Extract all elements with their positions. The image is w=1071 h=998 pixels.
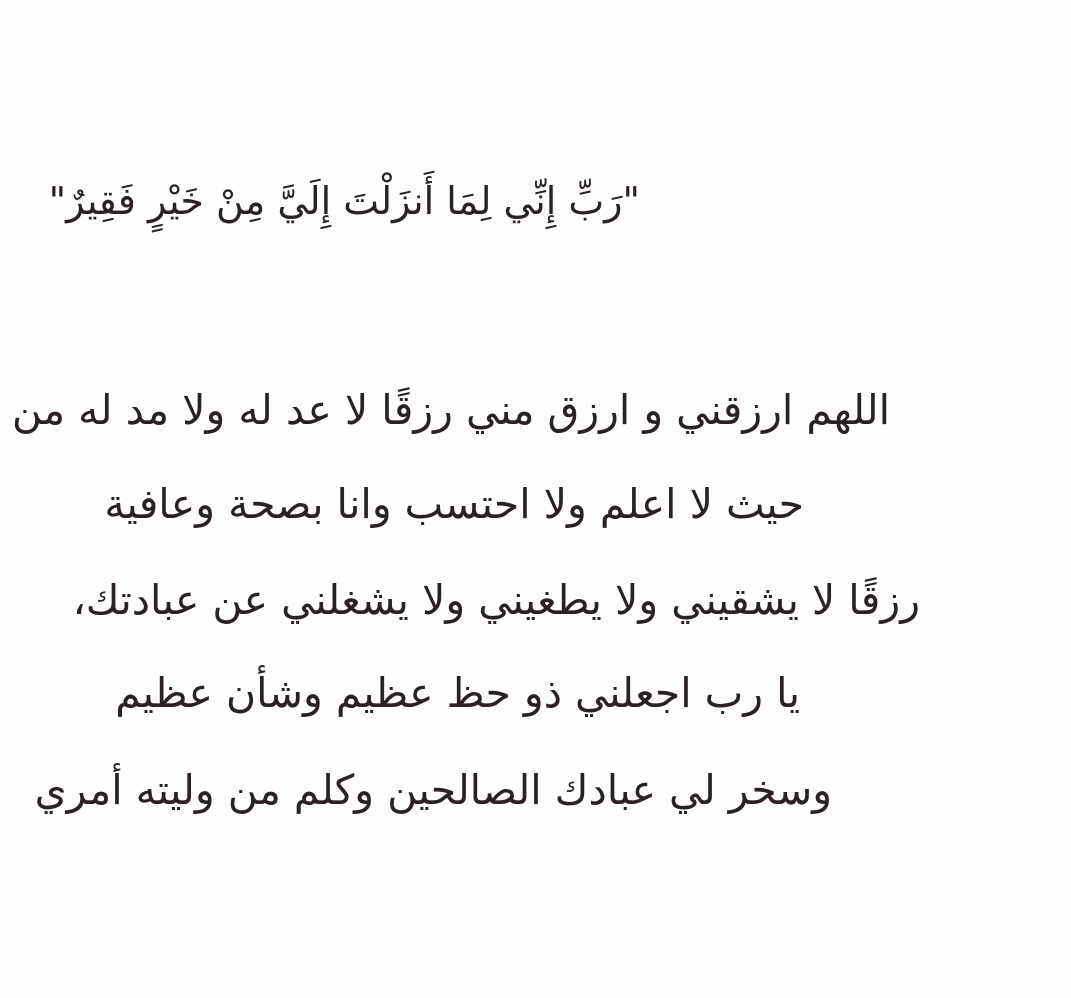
supplication-line-3: رزقًا لا يشقيني ولا يطغيني ولا يشغلني عن عبادتك، [72,576,920,624]
quran-verse: "رَبِّ إِنِّي لِمَا أَنزَلْتَ إِلَيَّ مِنْ خَيْرٍ فَقِيرٌ" [48,179,640,223]
supplication-line-4: يا رب اجعلني ذو حظ عظيم وشأن عظيم [115,669,800,717]
supplication-line-1: اللهم ارزقني و ارزق مني رزقًا لا عد له ولا مد له من [11,386,890,434]
supplication-line-2: حيث لا اعلم ولا احتسب وانا بصحة وعافية [104,480,804,528]
supplication-line-5: وسخر لي عبادك الصالحين وكلم من وليته أمري [34,766,832,814]
